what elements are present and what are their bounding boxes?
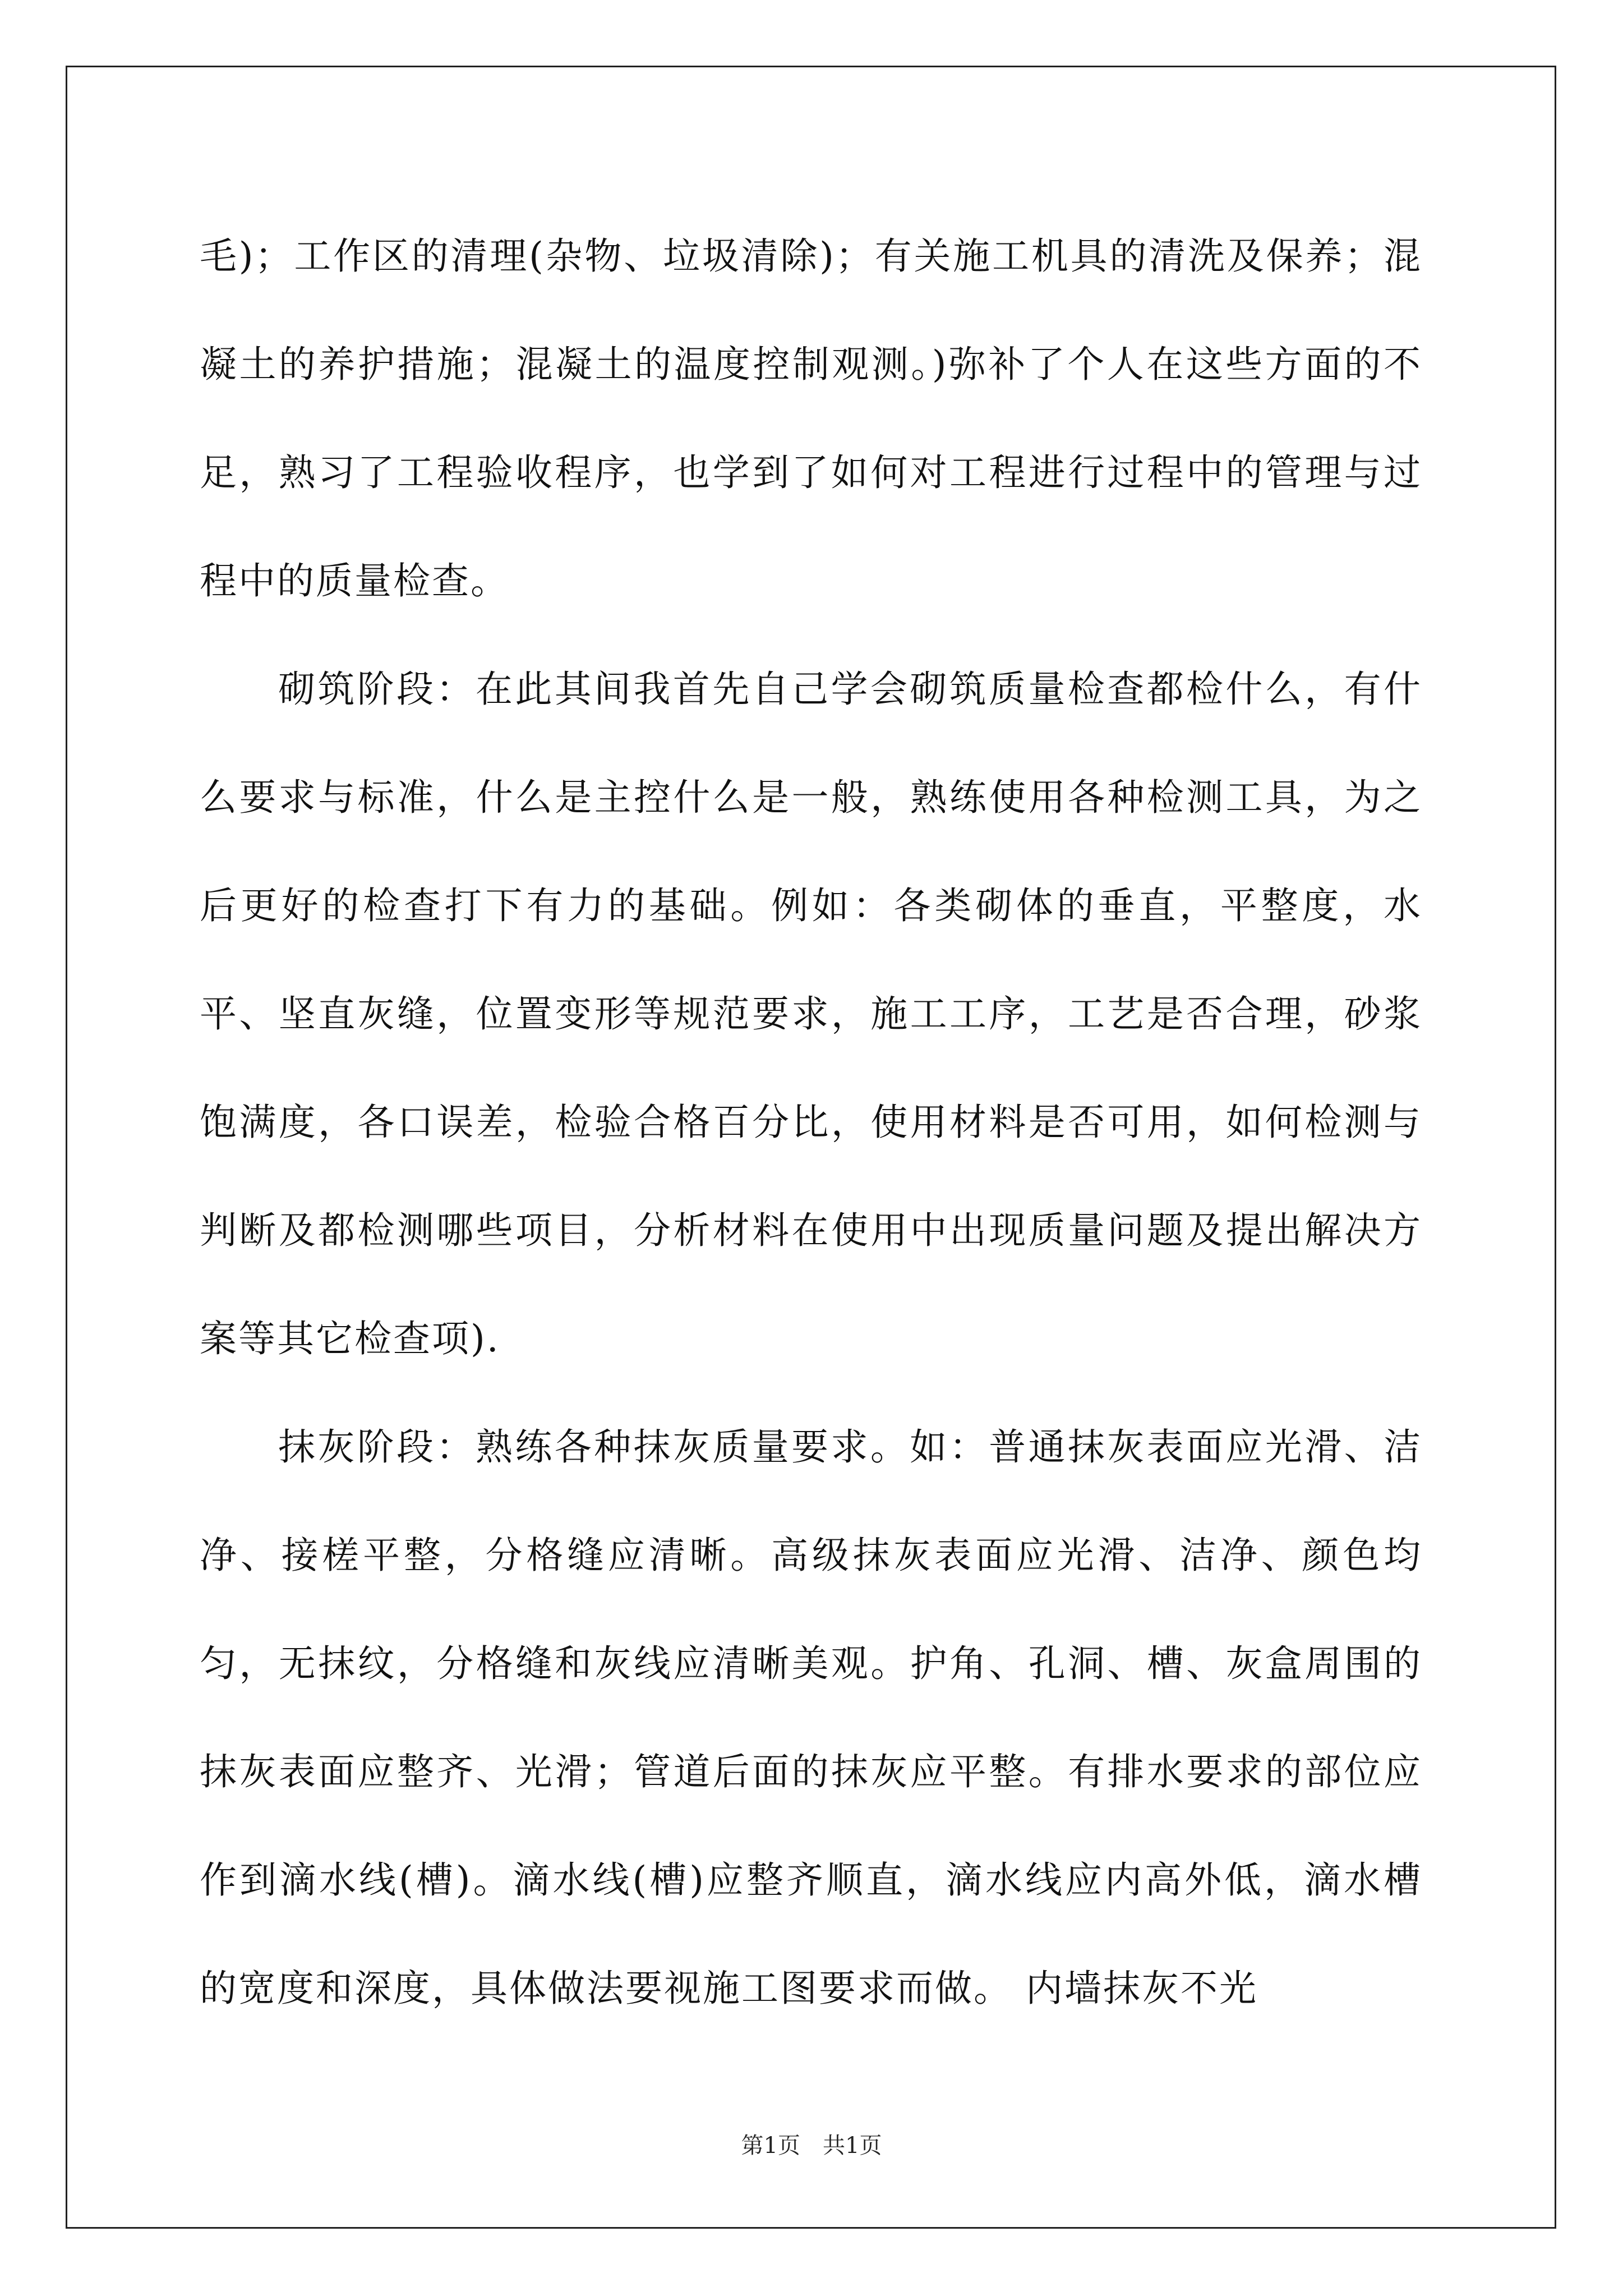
- paragraph-3: 抹灰阶段：熟练各种抹灰质量要求。如：普通抹灰表面应光滑、洁净、接槎平整，分格缝应清晰。高级抹灰表面应光滑、洁净、颜色均匀，无抹纹，分格缝和灰线应清晰美观。护角、孔洞、槽、灰盒周围的抹灰表面应整齐、光滑；管道后面的抹灰应平整。有排水要求的部位应作到滴水线(槽)。滴水线(槽)应整齐顺直，滴水线应内高外低，滴水槽的宽度和深度，具体做法要视施工图要求而做。 内墙抹灰不光: [200, 1425, 1422, 2010]
- document-body: [200, 202, 1422, 2042]
- paragraph-1: 毛)；工作区的清理(杂物、垃圾清除)；有关施工机具的清洗及保养；混凝土的养护措施；混凝土的温度控制观测。)弥补了个人在这些方面的不足，熟习了工程验收程序，也学到了如何对工程进行过程中的管理与过程中的质量检查。: [200, 234, 1422, 602]
- paragraph-2: 砌筑阶段：在此其间我首先自己学会砌筑质量检查都检什么，有什么要求与标准，什么是主控什么是一般，熟练使用各种检测工具，为之后更好的检查打下有力的基础。例如：各类砌体的垂直，平整度，水平、坚直灰缝，位置变形等规范要求，施工工序，工艺是否合理，砂浆饱满度，各口误差，检验合格百分比，使用材料是否可用，如何检测与判断及都检测哪些项目，分析材料在使用中出现质量问题及提出解决方案等其它检查项).: [200, 668, 1422, 1360]
- page-footer: 第1页 共1页: [741, 2133, 882, 2159]
